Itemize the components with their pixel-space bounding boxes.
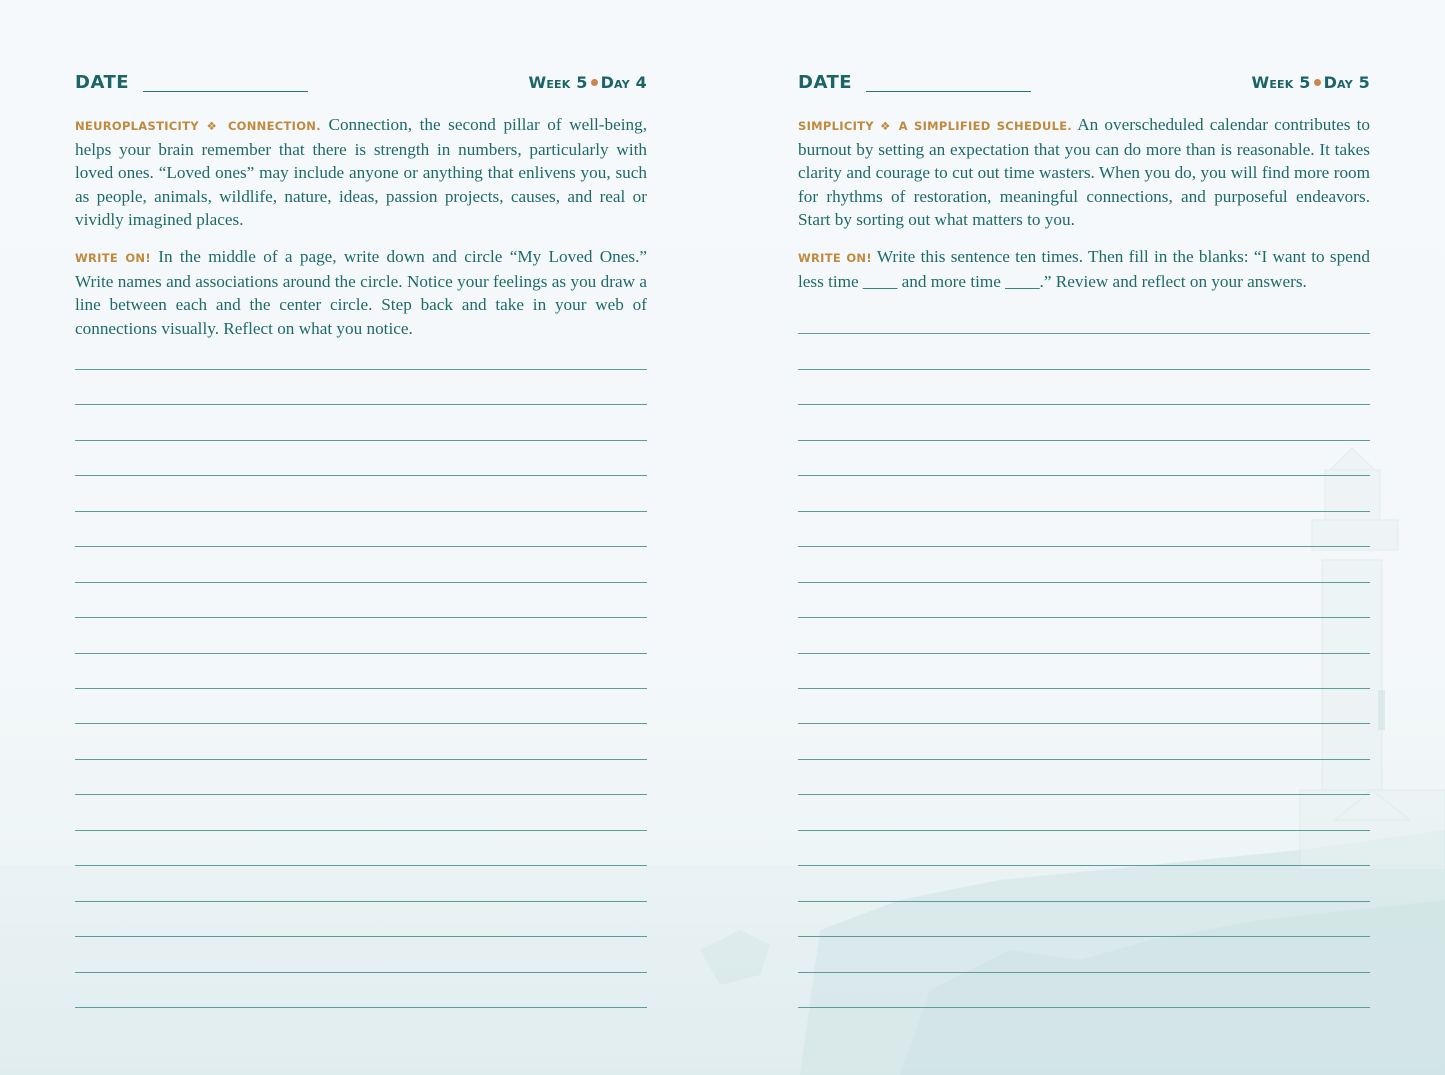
intro-paragraph xyxy=(75,113,647,231)
paragraph-text: In the middle of a page, write down and circle “My Loved Ones.” Write names and associations around the circle. Notice your feelings as you draw a line between each and the center circle. Step back and take in your web of connections visually. Reflect on what you notice. xyxy=(75,247,647,338)
section-tag: NEUROPLASTICITY ❖ CONNECTION. xyxy=(75,119,321,133)
writing-line[interactable] xyxy=(75,582,647,583)
writing-line[interactable] xyxy=(798,972,1370,973)
date-input-line[interactable] xyxy=(866,91,1031,92)
writing-line[interactable] xyxy=(75,653,647,654)
writing-line[interactable] xyxy=(75,475,647,476)
date-label: DATE xyxy=(75,72,130,93)
paragraph-text: Write this sentence ten times. Then fill in the blanks: “I want to spend less time ____ and more time ____.” Review and reflect on your answers. xyxy=(798,247,1370,292)
writing-line[interactable] xyxy=(798,653,1370,654)
write-on-tag: WRITE ON! xyxy=(798,251,872,265)
writing-line[interactable] xyxy=(75,936,647,937)
write-on-tag: WRITE ON! xyxy=(75,251,151,265)
writing-line[interactable] xyxy=(75,1007,647,1008)
writing-line[interactable] xyxy=(798,759,1370,760)
date-input-line[interactable] xyxy=(143,91,308,92)
paragraph-text: Connection, the second pillar of well-being, helps your brain remember that there is strength in numbers, particularly with loved ones. “Loved ones” may include anyone or anything that enlivens you, such as people, animals, wildlife, nature, ideas, passion projects, causes, and real or vividly imagined places. xyxy=(75,115,647,229)
writing-line[interactable] xyxy=(798,404,1370,405)
writing-line[interactable] xyxy=(75,830,647,831)
writing-line[interactable] xyxy=(798,369,1370,370)
writing-line[interactable] xyxy=(75,369,647,370)
writing-line[interactable] xyxy=(75,688,647,689)
writing-line[interactable] xyxy=(798,865,1370,866)
writing-line[interactable] xyxy=(798,333,1370,334)
day-label: Day 4 xyxy=(600,73,647,92)
bullet-dot-icon xyxy=(1314,79,1321,86)
writing-line[interactable] xyxy=(75,901,647,902)
bullet-dot-icon xyxy=(591,79,598,86)
writing-line[interactable] xyxy=(798,901,1370,902)
writing-line[interactable] xyxy=(798,688,1370,689)
page-header xyxy=(798,72,1370,98)
week-day-label xyxy=(1251,73,1370,92)
writing-line[interactable] xyxy=(75,723,647,724)
writing-line[interactable] xyxy=(75,972,647,973)
week-label: Week 5 xyxy=(1251,73,1311,92)
writing-line[interactable] xyxy=(798,582,1370,583)
writing-line[interactable] xyxy=(798,936,1370,937)
intro-paragraph xyxy=(798,113,1370,231)
week-label: Week 5 xyxy=(528,73,588,92)
writing-line[interactable] xyxy=(75,404,647,405)
writing-line[interactable] xyxy=(75,794,647,795)
date-label: DATE xyxy=(798,72,853,93)
writing-line[interactable] xyxy=(798,440,1370,441)
section-tag: SIMPLICITY ❖ A SIMPLIFIED SCHEDULE. xyxy=(798,119,1073,133)
page-header xyxy=(75,72,647,98)
paragraph-text: An overscheduled calendar contributes to burnout by setting an expectation that you can do more than is reasonable. It takes clarity and courage to cut out time wasters. When you do, you will find more room for rhythms of restoration, meaningful connections, and purposeful endeavors. Start by sorting out what matters to you. xyxy=(798,115,1370,229)
writing-line[interactable] xyxy=(798,475,1370,476)
writing-line[interactable] xyxy=(75,440,647,441)
writing-line[interactable] xyxy=(75,617,647,618)
writing-line[interactable] xyxy=(798,723,1370,724)
writing-line[interactable] xyxy=(75,511,647,512)
writing-line[interactable] xyxy=(798,1007,1370,1008)
writing-line[interactable] xyxy=(798,794,1370,795)
write-on-paragraph xyxy=(798,245,1370,293)
write-on-paragraph xyxy=(75,245,647,340)
week-day-label xyxy=(528,73,647,92)
writing-line[interactable] xyxy=(798,511,1370,512)
writing-line[interactable] xyxy=(75,865,647,866)
writing-line[interactable] xyxy=(75,546,647,547)
writing-line[interactable] xyxy=(798,617,1370,618)
day-label: Day 5 xyxy=(1323,73,1370,92)
writing-line[interactable] xyxy=(75,759,647,760)
writing-line[interactable] xyxy=(798,546,1370,547)
writing-line[interactable] xyxy=(798,830,1370,831)
